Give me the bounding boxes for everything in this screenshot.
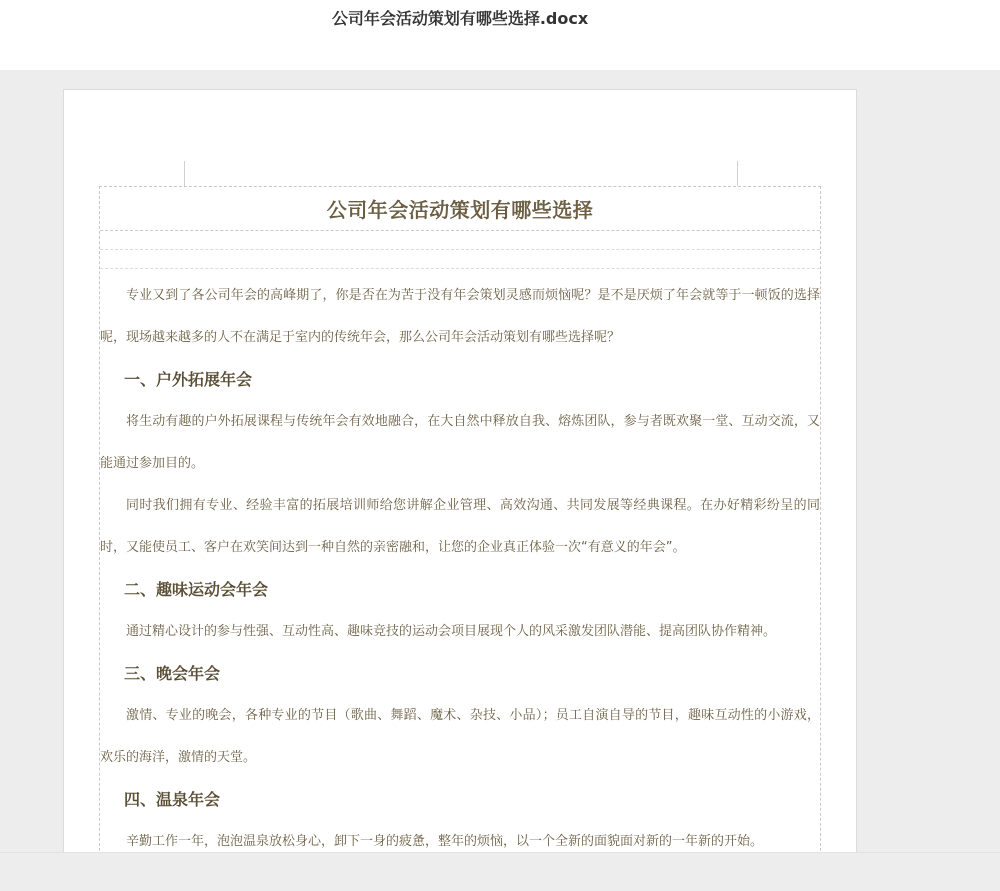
title-cell [100,187,820,231]
empty-row [100,250,820,269]
section-heading: 四、温泉年会 [124,790,221,809]
section-heading: 二、趣味运动会年会 [124,580,269,599]
document-viewer[interactable] [0,70,1000,890]
section-paragraph: 激情、专业的晚会，各种专业的节目（歌曲、舞蹈、魔术、杂技、小品）；员工自演自导的节目，趣味互动性的小游戏，欢乐的海洋，激情的天堂。 [100,708,820,765]
section-heading: 一、户外拓展年会 [124,370,253,389]
file-name: 公司年会活动策划有哪些选择.docx [331,9,589,28]
empty-row [100,231,820,250]
section-paragraph: 辛勤工作一年，泡泡温泉放松身心，卸下一身的疲惫，整年的烦恼，以一个全新的面貌面对新的一年新的开始。 [126,834,764,849]
section-paragraph: 将生动有趣的户外拓展课程与传统年会有效地融合，在大自然中释放自我、熔炼团队，参与者既欢聚一堂、互动交流，又能通过参加目的。 [100,414,820,471]
bottom-bar [0,852,1000,891]
page-content [99,186,821,886]
margin-mark-left [184,161,185,186]
body-text [100,269,820,863]
document-title: 公司年会活动策划有哪些选择 [326,198,594,222]
section-paragraph: 通过精心设计的参与性强、互动性高、趣味竞技的运动会项目展现个人的风采激发团队潜能、提高团队协作精神。 [126,624,777,639]
document-page [63,89,857,889]
section-heading: 三、晚会年会 [124,664,221,683]
file-header [0,0,1000,70]
intro-paragraph: 专业又到了各公司年会的高峰期了，你是否在为苦于没有年会策划灵感而烦恼呢？是不是厌烦了年会就等于一顿饭的选择呢，现场越来越多的人不在满足于室内的传统年会，那么公司年会活动策划有哪些选择呢？ [100,288,820,345]
margin-mark-right [737,161,738,186]
section-paragraph: 同时我们拥有专业、经验丰富的拓展培训师给您讲解企业管理、高效沟通、共同发展等经典课程。在办好精彩纷呈的同时，又能使员工、客户在欢笑间达到一种自然的亲密融和，让您的企业真正体验一次“有意义的年会”。 [100,498,820,555]
